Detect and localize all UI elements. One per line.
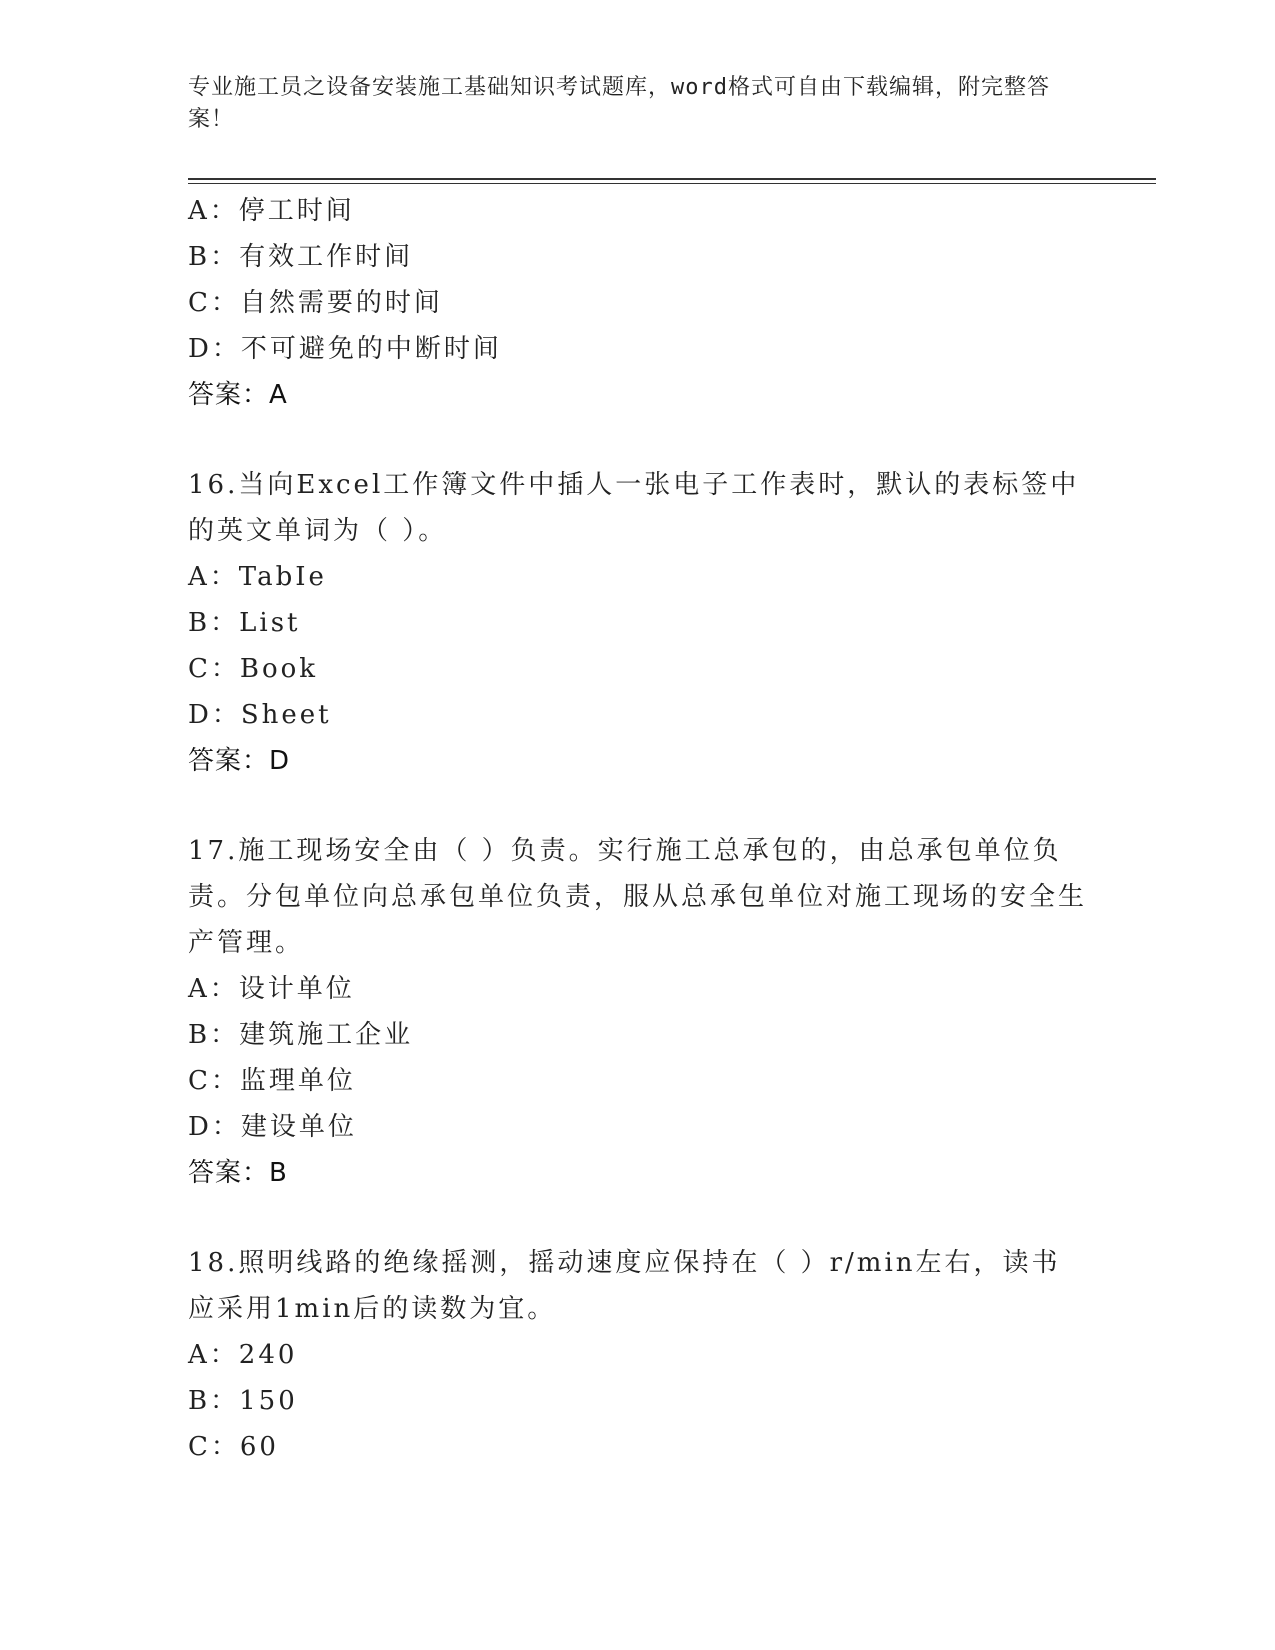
spacer (188, 418, 1088, 462)
option-a: A：设计单位 (188, 974, 355, 1004)
question-text: 18.照明线路的绝缘摇测，摇动速度应保持在（ ）r/min左右，读书应采用1min后的读数为宜。 (188, 1248, 1061, 1324)
option-a: A：240 (188, 1340, 298, 1370)
document-title: 专业施工员之设备安装施工基础知识考试题库，word格式可自由下载编辑，附完整答案！ (188, 75, 1050, 132)
option-d: D：不可避免的中断时间 (188, 334, 502, 364)
answer-line: 答案：B (188, 1158, 288, 1188)
document-header (188, 72, 1068, 136)
option-a: A：停工时间 (188, 196, 355, 226)
question-16 (188, 462, 1088, 784)
option-c: C：自然需要的时间 (188, 288, 443, 318)
question-18 (188, 1240, 1088, 1470)
header-divider-thin (188, 183, 1156, 184)
question-text: 16.当向Excel工作簿文件中插人一张电子工作表时，默认的表标签中的英文单词为（ ）。 (188, 470, 1080, 546)
option-b: B：建筑施工企业 (188, 1020, 414, 1050)
question-15-tail (188, 188, 1088, 418)
header-divider-thick (188, 178, 1156, 180)
option-d: D：Sheet (188, 700, 332, 730)
spacer (188, 1196, 1088, 1240)
option-b: B：List (188, 608, 301, 638)
question-17 (188, 828, 1088, 1196)
option-b: B：150 (188, 1386, 298, 1416)
option-c: C：监理单位 (188, 1066, 356, 1096)
option-c: C：Book (188, 654, 319, 684)
option-a: A：TabIe (188, 562, 327, 592)
question-text: 17.施工现场安全由（ ）负责。实行施工总承包的，由总承包单位负责。分包单位向总承包单位负责，服从总承包单位对施工现场的安全生产管理。 (188, 836, 1088, 958)
option-d: D：建设单位 (188, 1112, 357, 1142)
spacer (188, 784, 1088, 828)
document-body (188, 188, 1088, 1470)
answer-line: 答案：A (188, 380, 288, 410)
option-b: B：有效工作时间 (188, 242, 414, 272)
answer-line: 答案：D (188, 746, 291, 776)
option-c: C：60 (188, 1432, 279, 1462)
